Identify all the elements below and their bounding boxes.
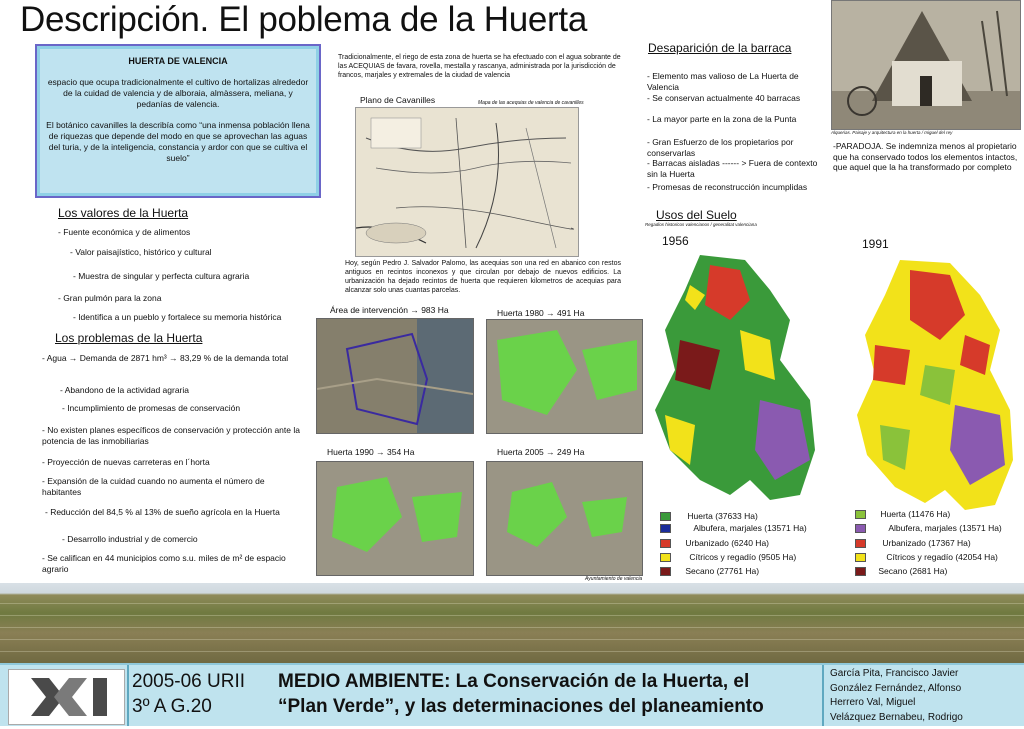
aerial-2005-drawing [487,462,642,575]
legend-swatch [855,524,866,533]
school-logo [8,669,125,725]
legend-swatch [855,567,866,576]
barraca-item: - Gran Esfuerzo de los propietarios por conservarlas [647,137,794,158]
author-name: Velázquez Bernabeu, Rodrigo [830,711,963,723]
land-use-map-1956 [650,250,822,505]
legend-label: Cítricos y regadío (42054 Ha) [886,552,998,562]
problemas-item: - Se califican en 44 municipios como s.u. miles de m² de espacio agrario [42,553,286,574]
problemas-item: - Abandono de la actividad agraria [60,385,190,395]
aerial-huerta-2005 [486,461,643,576]
legend-swatch [855,553,866,562]
legend-swatch [855,510,866,519]
field-photo [0,583,1024,665]
aerial-1990-drawing [317,462,473,575]
legend-label: Urbanizado (17367 Ha) [882,538,971,548]
legend-swatch [660,512,671,521]
poster-title [278,669,764,719]
land-use-map-1991 [855,255,1015,513]
barraca-heading: Desaparición de la barraca [648,41,792,55]
plano-caption: Mapa de las acequias de valencia de cavanilles [478,100,584,106]
barraca-photo [831,0,1021,130]
aerial-label: Huerta 1990 → 354 Ha [327,447,415,457]
authors-list [830,667,963,725]
aerial-caption: Ayuntamiento de valencia [585,576,643,582]
problemas-item: - Expansión de la cuidad cuando no aumenta el número de habitantes [42,476,265,497]
valores-item: - Gran pulmón para la zona [58,293,162,303]
author-name: García Pita, Francisco Javier [830,668,959,679]
map-year-1956: 1956 [662,234,689,248]
aerial-label: Huerta 2005 → 249 Ha [497,447,585,457]
valores-item: - Muestra de singular y perfecta cultura agraria [73,271,250,281]
problemas-item: - Reducción del 84,5 % al 13% de sueño agrícola en la Huerta [45,507,280,517]
aerial-area-intervencion [316,318,474,434]
author-name: Herrero Val, Miguel [830,697,916,708]
valores-item: - Fuente económica y de alimentos [58,227,191,237]
problemas-item: - Proyección de nuevas carreteras en l´horta [42,457,210,467]
barraca-photo-drawing [832,1,1020,129]
valores-item: - Identifica a un pueblo y fortalece su memoria histórica [73,312,282,322]
map-1991-drawing [855,255,1015,513]
aerial-area-drawing [317,319,473,433]
huerta-definition-box [35,44,321,198]
logo-graphic [9,670,124,724]
legend-swatch [660,553,671,562]
hoy-text: Hoy, según Pedro J. Salvador Palomo, las acequias son una red en abanico con restos antiguos en recintos inconexos y que circulan por debajo de nuevos edificios. La urbanización ha dejado recintos de huerta que requieren kilometros de acequias para alcanzar solo unas cuantas parcelas. [345,260,621,294]
course-line-2: 3º A G.20 [132,696,212,717]
legend-label: Albufera, marjales (13571 Ha) [888,523,1002,533]
intro-text: Tradicionalmente, el riego de esta zona de huerta se ha efectuado con el agua sobrante de las ACEQUIAS de favara, rovella, mestalla y rascanya, administrada por la jurisdicción de francos, marjales y extremales de la ciudad de valencia [338,54,621,79]
plano-label: Plano de Cavanilles [360,95,436,105]
problemas-item: - No existen planes específicos de conservación y protección ante la potencia de las inmobiliarias [42,425,300,446]
poster-title-line-1: MEDIO AMBIENTE: La Conservación de la Huerta, el [278,671,750,692]
legend-1991 [855,509,1002,580]
huerta-box-paragraph-1: espacio que ocupa tradicionalmente el cultivo de hortalizas alrededor de la cuidad de valencia y de alboraia, almàssera, meliana, y pedanías de valencia. [47,77,309,109]
aerial-huerta-1980 [486,319,643,434]
legend-label: Cítricos y regadío (9505 Ha) [689,552,797,562]
paradoja-text: -PARADOJA. Se indemniza menos al propietario que ha conservado todos los elementos intactos, que aquel que la ha transformado por completo [833,141,1018,172]
aerial-1980-drawing [487,320,642,433]
problemas-item: - Incumplimiento de promesas de conservación [62,403,241,413]
legend-swatch [660,567,671,576]
cavanilles-map [355,107,579,257]
author-name: González Fernández, Alfonso [830,682,962,694]
barraca-item: - Barracas aisladas ------ > Fuera de contexto sin la Huerta [647,158,818,179]
usos-subcaption: Regadios historicos valencianos / generalitat valenciana [645,222,757,227]
barraca-item: - Elemento mas valioso de La Huerta de Valencia [647,71,799,92]
legend-label: Albufera, marjales (13571 Ha) [693,523,807,533]
aerial-huerta-1990 [316,461,474,576]
problemas-agua: - Agua → Demanda de 2871 hm³ → 83,29 % de la demanda total [42,353,289,363]
huerta-box-heading: HUERTA DE VALENCIA [128,56,228,66]
huerta-box-paragraph-2: El botánico cavanilles la describía como “una inmensa población llena de riquezas que depende del modo en que se aprovechan las aguas del turia, y de la inteligencia, constancia y ardor con que se cultiva el suelo” [46,120,310,163]
legend-label: Secano (2681 Ha) [878,566,948,576]
page-title: Descripción. El poblema de la Huerta [20,0,587,39]
problemas-item: - Desarrollo industrial y de comercio [62,534,198,544]
footer-separator [127,665,129,726]
usos-heading: Usos del Suelo [656,208,737,222]
valores-item: - Valor paisajístico, histórico y cultural [70,247,212,257]
legend-swatch [855,539,866,548]
footer-bar [0,663,1024,726]
map-year-1991: 1991 [862,237,889,251]
legend-1956 [660,511,807,580]
barraca-item: - La mayor parte en la zona de la Punta [647,114,797,124]
course-line-1: 2005-06 URII [132,671,246,692]
legend-label: Secano (27761 Ha) [685,566,760,576]
barraca-item: - Se conservan actualmente 40 barracas [647,93,801,103]
barraca-photo-caption: Alquerias. Paisaje y arquitectura en la huerta / miguel del rey [831,130,953,135]
aerial-label: Área de intervención → 983 Ha [330,305,449,315]
problemas-heading: Los problemas de la Huerta [55,331,203,345]
cavanilles-map-drawing [356,108,578,256]
valores-heading: Los valores de la Huerta [58,206,189,220]
barraca-item: - Promesas de reconstrucción incumplidas [647,182,808,192]
poster-title-line-2: “Plan Verde”, y las determinaciones del planeamiento [278,696,764,717]
legend-swatch [660,539,671,548]
legend-label: Urbanizado (6240 Ha) [685,538,770,548]
aerial-label: Huerta 1980 → 491 Ha [497,308,585,318]
legend-swatch [660,524,671,533]
legend-label: Huerta (11476 Ha) [880,509,951,519]
footer-separator [822,665,824,726]
course-info [132,669,245,719]
map-1956-drawing [650,250,822,505]
legend-label: Huerta (37633 Ha) [687,511,758,521]
